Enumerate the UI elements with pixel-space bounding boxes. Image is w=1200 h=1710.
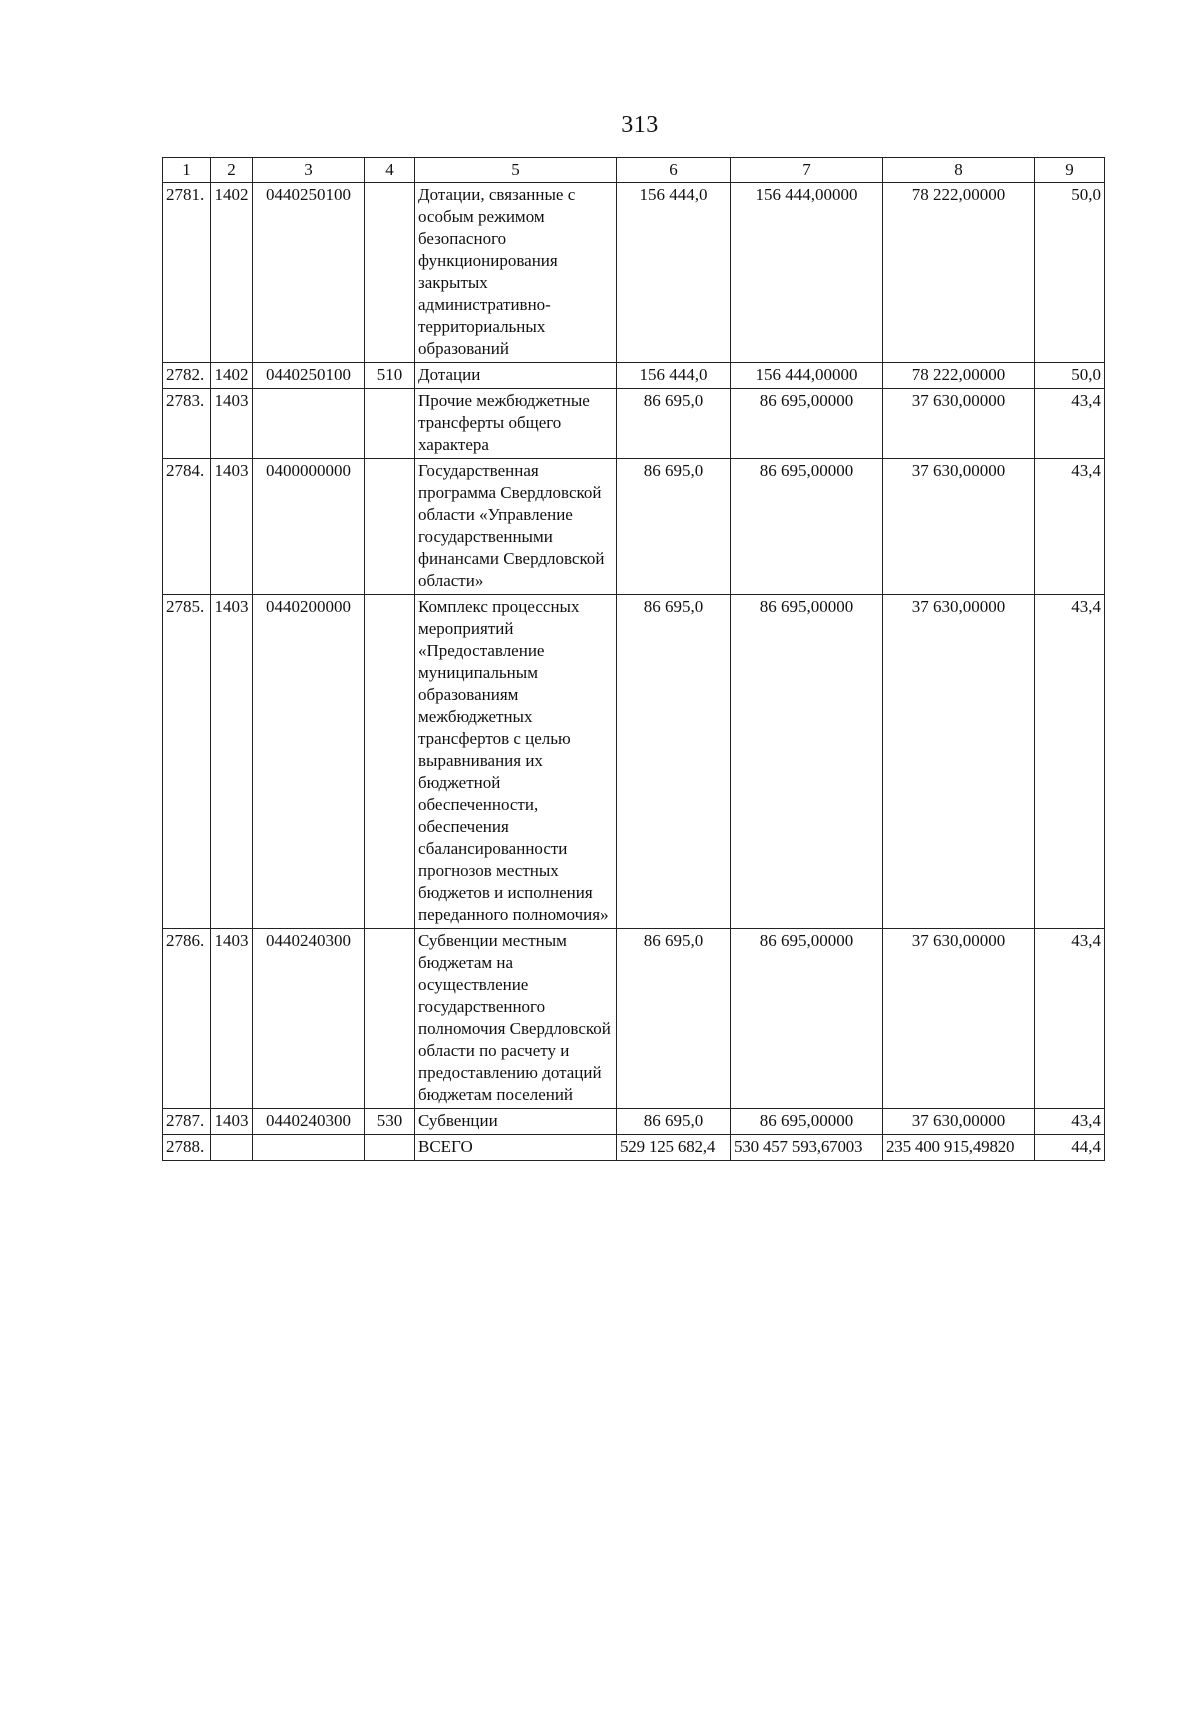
row-number: 2785.: [163, 595, 211, 929]
row-number: 2787.: [163, 1109, 211, 1135]
executed-amount: 37 630,00000: [883, 929, 1035, 1109]
section-code: 1403: [211, 595, 253, 929]
execution-percent: 43,4: [1035, 595, 1105, 929]
expense-type-code: [365, 389, 415, 459]
target-code: 0400000000: [253, 459, 365, 595]
column-header: 2: [211, 158, 253, 183]
approved-amount: 86 695,0: [617, 1109, 731, 1135]
target-code: [253, 1135, 365, 1161]
refined-amount: 86 695,00000: [731, 459, 883, 595]
expense-type-code: [365, 929, 415, 1109]
table-row: [163, 389, 1105, 459]
table-row: [163, 459, 1105, 595]
target-code: [253, 389, 365, 459]
item-name: Государственная программа Свердловской области «Управление государственными финансами Свердловской области»: [415, 459, 617, 595]
column-header: 6: [617, 158, 731, 183]
row-number: 2783.: [163, 389, 211, 459]
approved-amount: 156 444,0: [617, 363, 731, 389]
table-header-row: [163, 158, 1105, 183]
table-row: [163, 183, 1105, 363]
executed-amount: 37 630,00000: [883, 595, 1035, 929]
table-row: [163, 929, 1105, 1109]
item-name: Дотации: [415, 363, 617, 389]
approved-amount: 529 125 682,4: [617, 1135, 731, 1161]
table-row: [163, 363, 1105, 389]
item-name: Комплекс процессных мероприятий «Предоставление муниципальным образованиям межбюджетных трансфертов с целью выравнивания их бюджетной обеспеченности, обеспечения сбалансированности прогнозов местных бюджетов и исполнения переданного полномочия»: [415, 595, 617, 929]
table-row: [163, 1109, 1105, 1135]
refined-amount: 86 695,00000: [731, 929, 883, 1109]
refined-amount: 156 444,00000: [731, 363, 883, 389]
section-code: [211, 1135, 253, 1161]
section-code: 1403: [211, 389, 253, 459]
executed-amount: 37 630,00000: [883, 389, 1035, 459]
target-code: 0440240300: [253, 1109, 365, 1135]
expense-type-code: 510: [365, 363, 415, 389]
item-name: Прочие межбюджетные трансферты общего характера: [415, 389, 617, 459]
expense-type-code: 530: [365, 1109, 415, 1135]
executed-amount: 37 630,00000: [883, 1109, 1035, 1135]
row-number: 2786.: [163, 929, 211, 1109]
target-code: 0440200000: [253, 595, 365, 929]
item-name: Субвенции местным бюджетам на осуществление государственного полномочия Свердловской области по расчету и предоставлению дотаций бюджетам поселений: [415, 929, 617, 1109]
execution-percent: 43,4: [1035, 389, 1105, 459]
execution-percent: 43,4: [1035, 929, 1105, 1109]
column-header: 9: [1035, 158, 1105, 183]
column-header: 8: [883, 158, 1035, 183]
section-code: 1403: [211, 929, 253, 1109]
item-name: Дотации, связанные с особым режимом безопасного функционирования закрытых административно-территориальных образований: [415, 183, 617, 363]
expense-type-code: [365, 1135, 415, 1161]
column-header: 7: [731, 158, 883, 183]
refined-amount: 86 695,00000: [731, 1109, 883, 1135]
execution-percent: 50,0: [1035, 363, 1105, 389]
row-number: 2784.: [163, 459, 211, 595]
refined-amount: 156 444,00000: [731, 183, 883, 363]
item-name: Субвенции: [415, 1109, 617, 1135]
column-header: 1: [163, 158, 211, 183]
row-number: 2782.: [163, 363, 211, 389]
section-code: 1402: [211, 183, 253, 363]
expense-type-code: [365, 183, 415, 363]
refined-amount: 530 457 593,67003: [731, 1135, 883, 1161]
target-code: 0440240300: [253, 929, 365, 1109]
approved-amount: 86 695,0: [617, 459, 731, 595]
executed-amount: 37 630,00000: [883, 459, 1035, 595]
table-row-total: [163, 1135, 1105, 1161]
executed-amount: 78 222,00000: [883, 183, 1035, 363]
executed-amount: 235 400 915,49820: [883, 1135, 1035, 1161]
expense-type-code: [365, 595, 415, 929]
refined-amount: 86 695,00000: [731, 595, 883, 929]
approved-amount: 156 444,0: [617, 183, 731, 363]
column-header: 3: [253, 158, 365, 183]
budget-table: [162, 157, 1105, 1161]
execution-percent: 43,4: [1035, 1109, 1105, 1135]
execution-percent: 44,4: [1035, 1135, 1105, 1161]
approved-amount: 86 695,0: [617, 929, 731, 1109]
column-header: 5: [415, 158, 617, 183]
column-header: 4: [365, 158, 415, 183]
table-row: [163, 595, 1105, 929]
item-name: ВСЕГО: [415, 1135, 617, 1161]
execution-percent: 43,4: [1035, 459, 1105, 595]
executed-amount: 78 222,00000: [883, 363, 1035, 389]
section-code: 1403: [211, 1109, 253, 1135]
row-number: 2788.: [163, 1135, 211, 1161]
refined-amount: 86 695,00000: [731, 389, 883, 459]
row-number: 2781.: [163, 183, 211, 363]
section-code: 1403: [211, 459, 253, 595]
expense-type-code: [365, 459, 415, 595]
execution-percent: 50,0: [1035, 183, 1105, 363]
page-number: 313: [621, 112, 659, 138]
section-code: 1402: [211, 363, 253, 389]
approved-amount: 86 695,0: [617, 389, 731, 459]
target-code: 0440250100: [253, 183, 365, 363]
target-code: 0440250100: [253, 363, 365, 389]
approved-amount: 86 695,0: [617, 595, 731, 929]
